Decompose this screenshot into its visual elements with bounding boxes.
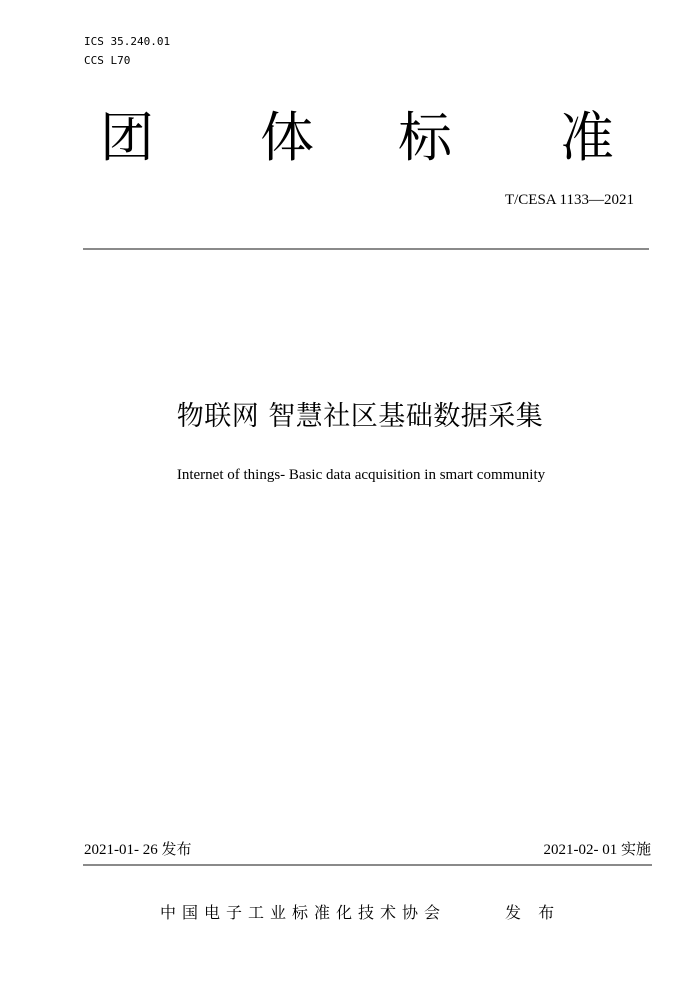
ics-code: ICS 35.240.01 bbox=[84, 35, 171, 48]
effective-date-line bbox=[543, 839, 651, 860]
standard-type-char: 团 bbox=[100, 106, 154, 169]
standard-title-en: Internet of things- Basic data acquisition in smart community bbox=[176, 467, 546, 483]
issue-label: 发 布 bbox=[505, 903, 561, 922]
ccs-code: CCS L70 bbox=[84, 54, 131, 67]
publisher-name: 中国电子工业标准化技术协会 bbox=[160, 903, 447, 922]
top-divider bbox=[83, 248, 649, 250]
release-label: 发布 bbox=[161, 840, 192, 858]
standard-type-char: 标 bbox=[398, 106, 452, 169]
standard-code: T/CESA 1133—2021 bbox=[504, 192, 634, 208]
effective-date: 2021-02- 01 bbox=[543, 842, 618, 858]
standard-type-char: 准 bbox=[560, 106, 614, 169]
effective-label: 实施 bbox=[620, 840, 651, 858]
standard-title-zh: 物联网 智慧社区基础数据采集 bbox=[176, 401, 544, 432]
standard-type-char: 体 bbox=[260, 106, 314, 169]
bottom-divider bbox=[83, 864, 652, 866]
release-date-line bbox=[84, 839, 192, 860]
release-date: 2021-01- 26 bbox=[84, 842, 158, 858]
